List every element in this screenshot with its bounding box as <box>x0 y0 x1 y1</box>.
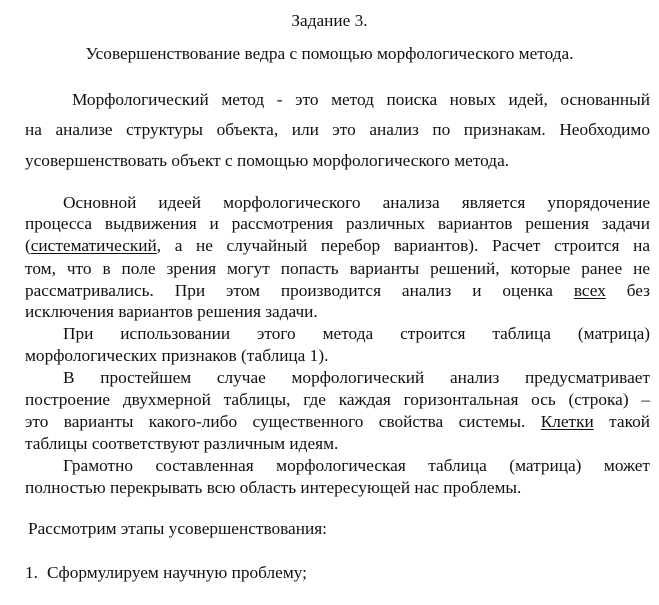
intro-line-3: усовершенствовать объект с помощью морфологического метода. <box>25 151 510 170</box>
intro-line-1: Морфологический метод - это метод поиска новых идей, основанный <box>72 90 650 109</box>
p4-line-1: Грамотно составленная морфологическая таблица (матрица) может <box>63 456 650 475</box>
p1-line-1: Основной идеей морфологического анализа является упорядочение <box>63 193 650 212</box>
p1-line-3 <box>25 236 650 256</box>
underlined-term-all: всех <box>573 281 606 300</box>
intro-line-2: на анализе структуры объекта, или это анализ по признакам. Необходимо <box>25 120 650 139</box>
p1-line-3-post: , а не случайный перебор вариантов). Расчет строится на <box>156 236 650 255</box>
list-item-number: 1. <box>25 563 38 582</box>
p3-line-4: таблицы соответствуют различным идеям. <box>25 434 339 453</box>
p3-line-1: В простейшем случае морфологический анализ предусматривает <box>63 368 650 387</box>
list-item <box>25 563 307 583</box>
p3-line-2: построение двухмерной таблицы, где каждая горизонтальная ось (строка) – <box>25 390 650 409</box>
underlined-term-systematic: систематический <box>30 236 157 255</box>
p2-line-2: морфологических признаков (таблица 1). <box>25 346 329 365</box>
stages-heading: Рассмотрим этапы усовершенствования: <box>28 519 327 538</box>
p1-line-4: том, что в поле зрения могут попасть варианты решений, которые ранее не <box>25 259 650 278</box>
p1-line-2: процесса выдвижения и рассмотрения различных вариантов решения задачи <box>25 214 650 233</box>
task-label: Задание 3. <box>291 11 368 30</box>
document-title: Усовершенствование ведра с помощью морфологического метода. <box>85 44 574 63</box>
p1-line-5-pre: рассматривались. При этом производится анализ и оценка <box>25 281 574 300</box>
p1-line-3-pre: ( <box>25 236 31 255</box>
p2-line-1: При использовании этого метода строится таблица (матрица) <box>63 324 650 343</box>
p1-line-5 <box>25 281 650 301</box>
p3-line-3-pre: это варианты какого-либо существенного свойства системы. <box>25 412 541 431</box>
p3-line-3-post: такой <box>593 412 650 431</box>
p1-line-5-post: без <box>605 281 651 300</box>
p4-line-2: полностью перекрывать всю область интересующей нас проблемы. <box>25 478 522 497</box>
underlined-term-cells: Клетки <box>540 412 594 431</box>
list-item-text: Сформулируем научную проблему; <box>46 563 307 582</box>
p1-line-6: исключения вариантов решения задачи. <box>25 302 318 321</box>
p3-line-3 <box>25 412 650 432</box>
